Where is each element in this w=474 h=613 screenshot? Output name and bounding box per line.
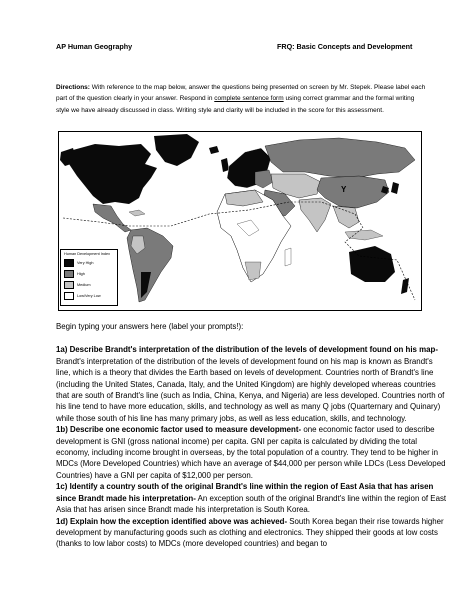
directions-text-b: using correct grammar and the formal writing style we have already discussed in class. Writing style and clarity will be included in the score for this assessment. (56, 95, 415, 114)
legend-item (64, 292, 101, 299)
legend-swatch (64, 281, 74, 289)
assignment-title: FRQ: Basic Concepts and Development (277, 42, 413, 51)
north-america-shape (69, 144, 157, 204)
response-1c: An exception south of the original Brandt's line within the region of East Asia that has arisen since Brandt made his interpretation is South Korea. (56, 493, 447, 515)
response-1a: Brandt's interpretation of the distribution of the levels of development found on his map is known as Brandt's line, which is a theory that divides the Earth based on levels of development. Countries north of Brandt's line (including the United States, Canada, Italy, and the United Kingdom) are highly developed whereas countries that are south of Brandt's line (such as India, China, Kenya, and Nigeria) are less developed. Countries north of his line tend to have more education, skills, and technology as well as many Q jobs (Quarternary and Quinary) while those south of his line has many primary jobs, as well as less education, skills, and technology. (56, 356, 445, 423)
response-1b: one economic factor used to describe development is GNI (gross national income) per capita. GNI per capita is calculated by dividing the total economy, including income brought in overseas, by the total population of a country. They tend to be higher in MDCs (More Developed Countries) which have an average of $44,000 per person while LDCs (Less Developed Countries) have a GNI per capita of $12,000 per person. (56, 425, 446, 480)
prompt-1c: 1c) Identify a country south of the original Brandt's line within the region of East Asia that has arisen since Brandt made his interpretation- (56, 482, 434, 503)
answer-1c (56, 481, 448, 515)
prompt-1b: 1b) Describe one economic factor used to measure development- (56, 425, 302, 435)
answer-1a (56, 344, 448, 424)
response-1d: South Korea began their rise towards higher development by manufacturing goods such as clothing and electronics. They shipped their goods at low costs (thanks to low labor costs) to MDCs (more developed countries) and began to (56, 516, 444, 549)
answer-area[interactable] (56, 321, 448, 550)
answer-1b (56, 424, 448, 481)
legend-item (64, 259, 93, 266)
prompt-1a: 1a) Describe Brandt's interpretation of the distribution of the levels of development found on his map- (56, 345, 438, 355)
japan-shape (391, 182, 399, 194)
directions-paragraph (56, 82, 428, 116)
directions-label: Directions: (56, 84, 90, 91)
legend-item (64, 270, 85, 277)
prompt-1d: 1d) Explain how the exception identified above was achieved- (56, 516, 288, 526)
india-shape (299, 198, 331, 232)
legend-swatch (64, 259, 74, 267)
answer-1d (56, 516, 448, 550)
legend-label: High (77, 271, 85, 276)
legend-title: Human Development Index (64, 252, 111, 256)
greenland-shape (154, 134, 199, 166)
directions-text-a: With reference to the map below, answer the questions being presented on screen by Mr. Stepek. Please label each part of the question clearly in your answer. Respond in (56, 84, 426, 103)
map-marker-y: Y (341, 185, 347, 194)
australia-shape (349, 246, 395, 282)
legend-label: Medium (77, 282, 91, 287)
map-legend (60, 249, 118, 306)
course-title: AP Human Geography (56, 42, 133, 51)
mexico-shape (93, 204, 131, 232)
legend-label: Very High (77, 260, 94, 265)
legend-swatch (64, 270, 74, 278)
legend-item (64, 281, 91, 288)
legend-swatch (64, 292, 74, 300)
legend-label: Low/Very Low (77, 293, 101, 298)
russia-shape (265, 138, 415, 178)
directions-underline: complete sentence form (214, 95, 284, 103)
answers-intro: Begin typing your answers here (label your prompts!): (56, 322, 244, 331)
